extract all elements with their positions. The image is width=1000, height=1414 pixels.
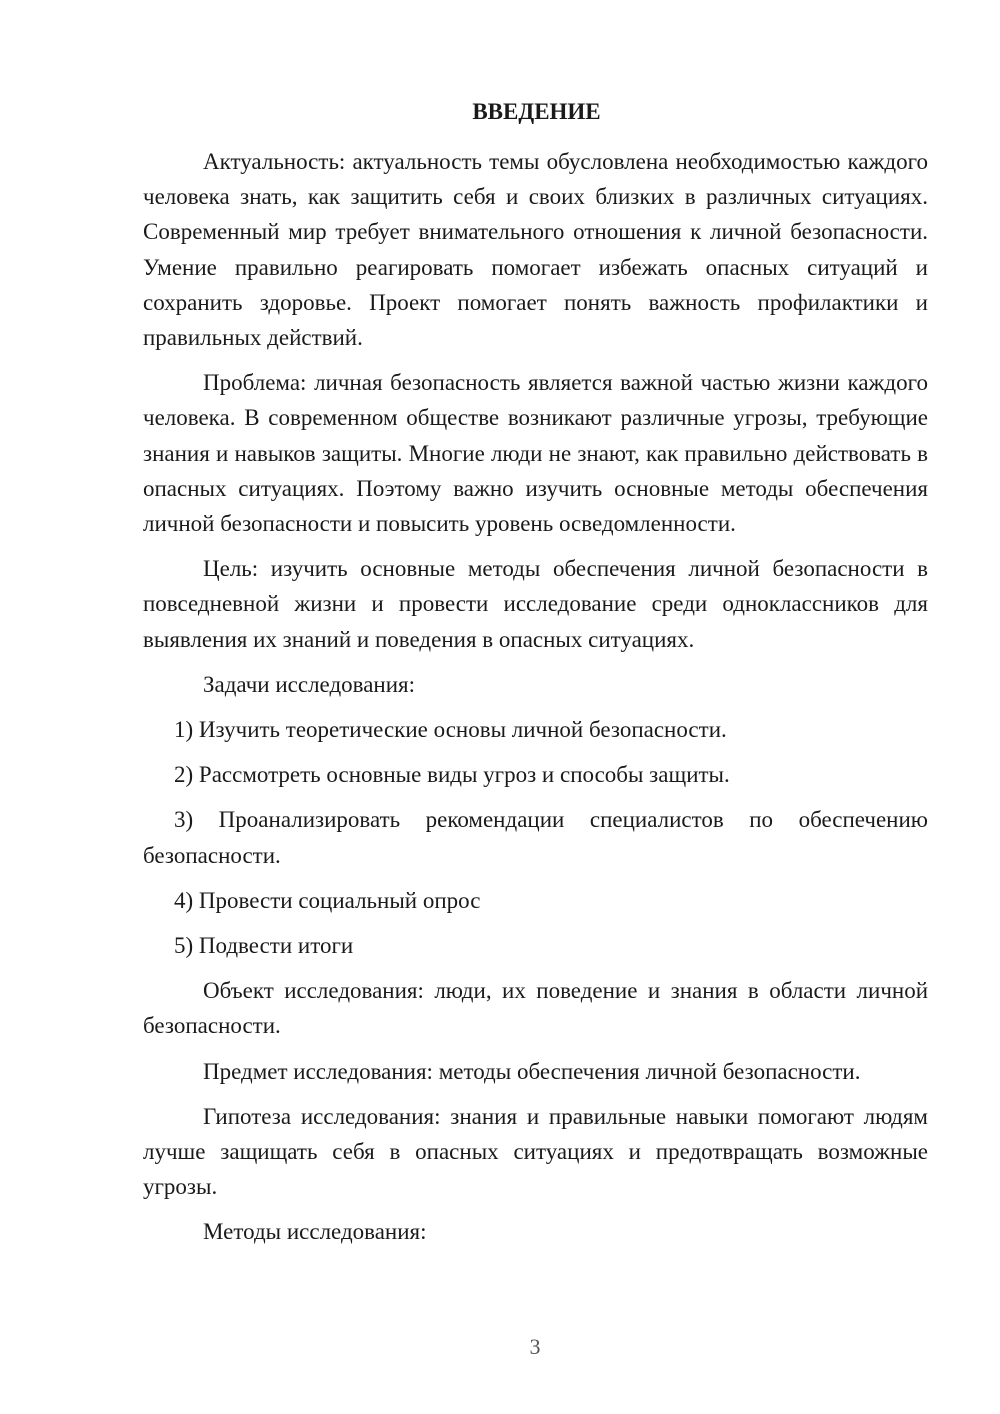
task-item-5: 5) Подвести итоги <box>174 933 354 959</box>
methods-heading: Методы исследования: <box>203 1219 427 1245</box>
task-item-2: 2) Рассмотреть основные виды угроз и способы защиты. <box>174 762 730 788</box>
tasks-heading: Задачи исследования: <box>203 671 416 697</box>
section-title: ВВЕДЕНИЕ <box>472 99 601 124</box>
task-item-4: 4) Провести социальный опрос <box>174 887 481 913</box>
task-item-3: 3) Проанализировать рекомендации специалистов по обеспечению безопасности. <box>143 807 928 868</box>
paragraph-hypothesis: Гипотеза исследования: знания и правильные навыки помогают людям лучше защищать себя в опасных ситуациях и предотвращать возможные угрозы. <box>143 1103 928 1200</box>
paragraph-relevance: Актуальность: актуальность темы обусловлена необходимостью каждого человека знать, как защитить себя и своих близких в различных ситуациях. Современный мир требует внимательного отношения к личной безопасности. Умение правильно реагировать помогает избежать опасных ситуаций и сохранить здоровье. Проект помогает понять важность профилактики и правильных действий. <box>143 149 928 351</box>
paragraph-subject: Предмет исследования: методы обеспечения личной безопасности. <box>203 1058 861 1084</box>
paragraph-object: Объект исследования: люди, их поведение и знания в области личной безопасности. <box>143 978 928 1039</box>
task-item-1: 1) Изучить теоретические основы личной безопасности. <box>174 717 727 743</box>
paragraph-problem: Проблема: личная безопасность является важной частью жизни каждого человека. В современном обществе возникают различные угрозы, требующие знания и навыков защиты. Многие люди не знают, как правильно действовать в опасных ситуациях. Поэтому важно изучить основные методы обеспечения личной безопасности и повысить уровень осведомленности. <box>143 370 928 537</box>
page-content <box>143 98 928 1260</box>
paragraph-goal: Цель: изучить основные методы обеспечения личной безопасности в повседневной жизни и провести исследование среди одноклассников для выявления их знаний и поведения в опасных ситуациях. <box>143 556 928 652</box>
page-number: 3 <box>529 1334 541 1359</box>
